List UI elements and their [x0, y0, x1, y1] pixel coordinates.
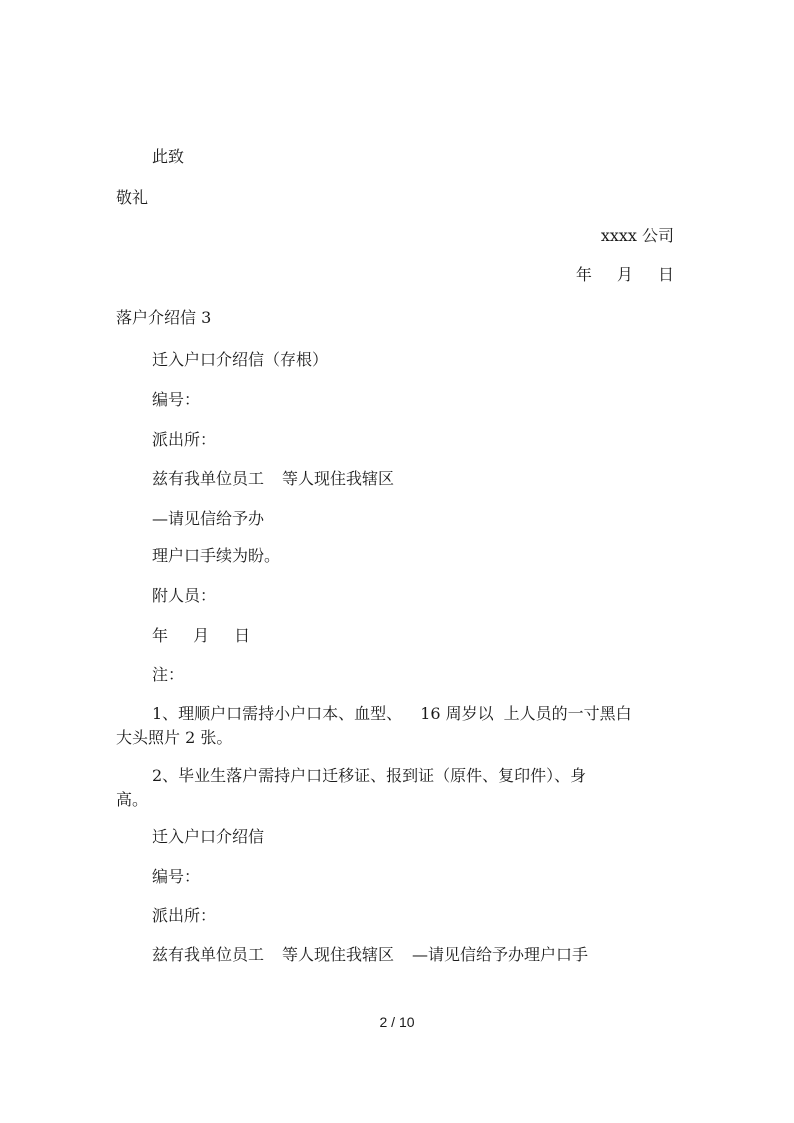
signature-date: 年 月 日 [575, 265, 684, 284]
letter-heading: 迁入户口介绍信 [152, 827, 265, 846]
note-1-line-1 [152, 704, 632, 724]
note-text: 上人员的一寸黑白 [503, 704, 632, 723]
stub-body-line-3: 理户口手续为盼。 [152, 546, 281, 565]
stub-body-text: 兹有我单位员工 [152, 469, 265, 488]
page-indicator: 2 / 10 [379, 1014, 415, 1030]
letter-body-text: 等人现住我辖区 [282, 945, 395, 964]
letter-station-label: 派出所： [152, 906, 217, 925]
stub-station-label: 派出所： [152, 430, 217, 449]
note-2-line-2: 高。 [116, 790, 149, 809]
stub-heading: 迁入户口介绍信（存根） [152, 350, 329, 369]
note-1-line-2: 大头照片 2 张。 [116, 728, 233, 747]
letter-number-label: 编号： [152, 867, 201, 886]
signature-company: xxxx 公司 [600, 226, 674, 245]
note-2-line-1: 2、毕业生落户需持户口迁移证、报到证（原件、复印件）、身 [152, 766, 587, 785]
letter-body-text: 兹有我单位员工 [152, 945, 265, 964]
note-label: 注： [152, 665, 185, 684]
section-title: 落户介绍信 3 [116, 308, 212, 327]
stub-date: 年 月 日 [152, 626, 261, 645]
closing-cizhi: 此致 [152, 147, 185, 166]
stub-number-label: 编号： [152, 390, 201, 409]
letter-body-text: —请见信给予办理户口手 [412, 945, 589, 964]
note-text: 16 周岁以 [420, 704, 494, 723]
stub-body-line-1 [152, 469, 394, 489]
stub-body-line-2: —请见信给予办 [152, 509, 265, 528]
letter-body-line-1 [152, 945, 588, 965]
stub-body-text: 等人现住我辖区 [282, 469, 395, 488]
closing-jingli: 敬礼 [116, 188, 149, 207]
attached-persons-label: 附人员： [152, 586, 217, 605]
note-text: 1、理顺户口需持小户口本、血型、 [152, 704, 403, 723]
